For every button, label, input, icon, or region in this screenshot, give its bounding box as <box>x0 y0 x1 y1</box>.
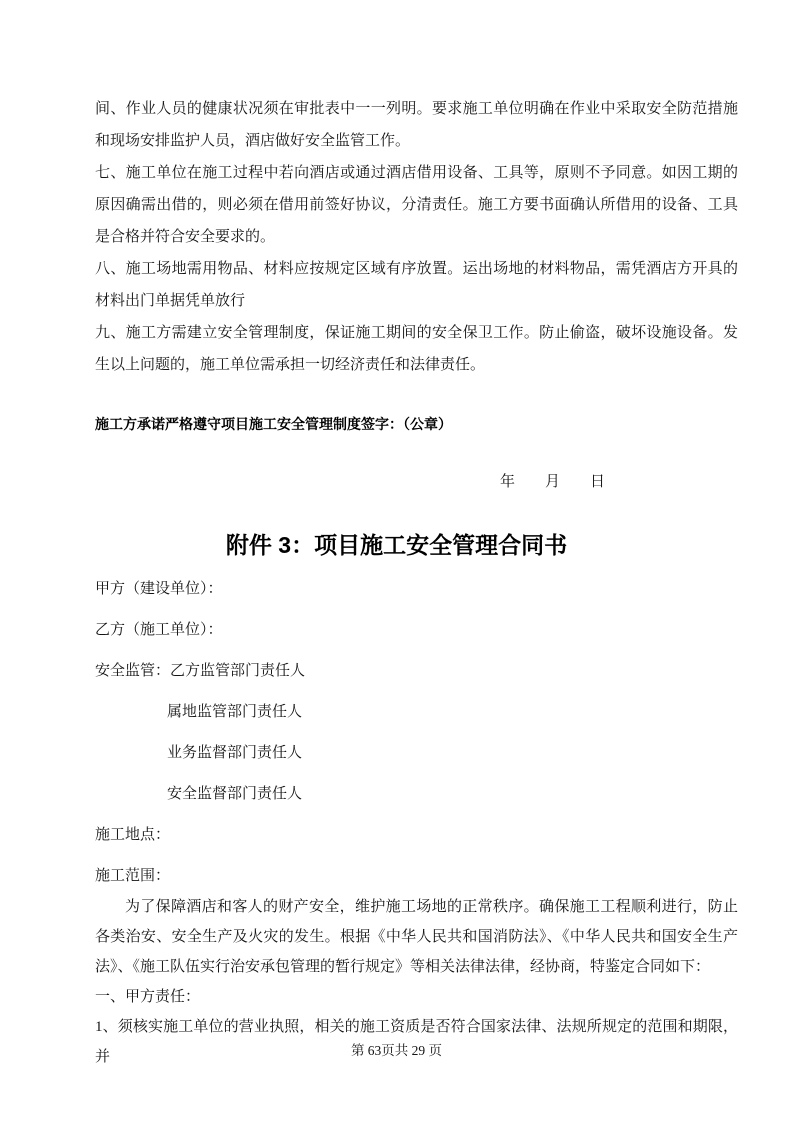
paragraph-item-7: 七、施工单位在施工过程中若向酒店或通过酒店借用设备、工具等，原则不予同意。如因工期的原因确需出借的，则必须在借用前签好协议，分清责任。施工方要书面确认所借用的设备、工具是合格并符合安全要求的。 <box>95 165 738 245</box>
body-text-block <box>95 93 738 381</box>
date-line: 年 月 日 <box>499 474 605 490</box>
contract-preamble: 为了保障酒店和客人的财产安全，维护施工场地的正常秩序。确保施工工程顺利进行，防止各类治安、安全生产及火灾的发生。根据《中华人民共和国消防法》、《中华人民共和国安全生产法》、《施工队伍实行治安承包管理的暂行规定》等相关法律法律，经协商，特鉴定合同如下： <box>95 899 738 975</box>
section1-item1: 1、须核实施工单位的营业执照，相关的施工资质是否符合国家法律、法规所规定的范围和期限，并 <box>95 1019 738 1065</box>
paragraph-continuation: 间、作业人员的健康状况须在审批表中一一列明。要求施工单位明确在作业中采取安全防范措施和现场安排监护人员，酒店做好安全监管工作。 <box>95 101 738 149</box>
supervision-lead-line: 安全监管：乙方监管部门责任人 <box>95 663 306 679</box>
signature-commitment-line: 施工方承诺严格遵守项目施工安全管理制度签字：（公章） <box>95 416 452 432</box>
supervision-item: 安全监督部门责任人 <box>167 786 303 802</box>
paragraph-item-9: 九、施工方需建立安全管理制度，保证施工期间的安全保卫工作。防止偷盗，破坏设施设备。发生以上问题的，施工单位需承担一切经济责任和法律责任。 <box>95 325 738 373</box>
supervision-item: 业务监督部门责任人 <box>167 745 303 761</box>
contract-parties-block <box>95 573 738 892</box>
supervision-item: 属地监管部门责任人 <box>167 704 303 720</box>
page-number-footer: 第 63页共 29 页 <box>350 1043 443 1058</box>
party-b-line: 乙方（施工单位）： <box>95 622 223 638</box>
section1-title: 一、甲方责任： <box>95 989 201 1005</box>
construction-location-line: 施工地点： <box>95 827 171 843</box>
paragraph-item-8: 八、施工场地需用物品、材料应按规定区域有序放置。运出场地的材料物品，需凭酒店方开具的材料出门单据凭单放行 <box>95 261 738 309</box>
attachment-heading: 附件 3：项目施工安全管理合同书 <box>225 532 568 558</box>
party-a-line: 甲方（建设单位）： <box>95 581 223 597</box>
construction-scope-line: 施工范围： <box>95 868 171 884</box>
